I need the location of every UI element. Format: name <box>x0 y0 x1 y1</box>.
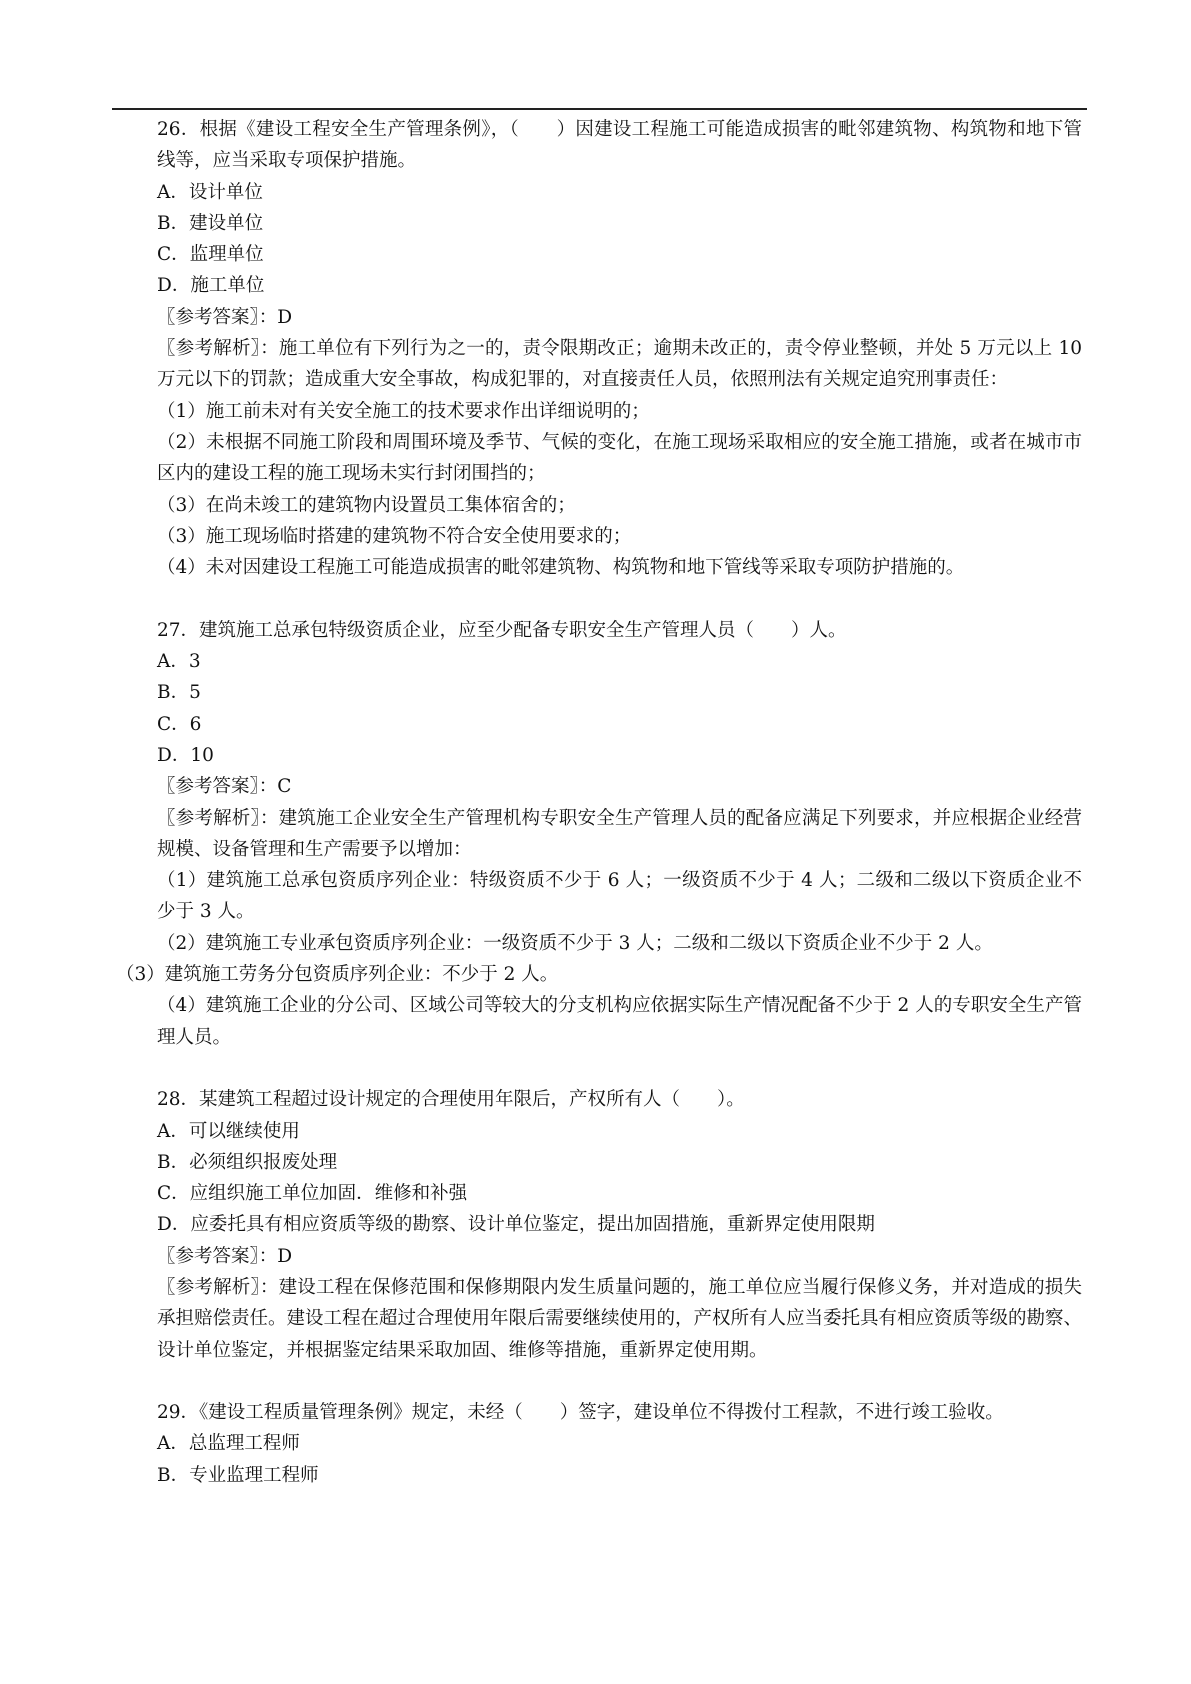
question-stem: 26．根据《建设工程安全生产管理条例》，（ ）因建设工程施工可能造成损害的毗邻建筑物、构筑物和地下管线等，应当采取专项保护措施。 <box>157 119 1082 172</box>
option-b: B．建设单位 <box>157 212 264 234</box>
option-b: B．专业监理工程师 <box>157 1464 319 1486</box>
option-a: A．3 <box>157 651 201 673</box>
question-stem: 27．建筑施工总承包特级资质企业，应至少配备专职安全生产管理人员（ ）人。 <box>157 619 847 641</box>
option-b: B．必须组织报废处理 <box>157 1151 338 1173</box>
option-a: A．可以继续使用 <box>157 1120 300 1142</box>
reference-analysis: 〖参考解析〗：施工单位有下列行为之一的，责令限期改正；逾期未改正的，责令停业整顿，并处 5 万元以上 10 万元以下的罚款；造成重大安全事故，构成犯罪的，对直接责任人员，依照刑法有关规定追究刑事责任： <box>157 338 1082 391</box>
analysis-point: （1）建筑施工总承包资质序列企业：特级资质不少于 6 人；一级资质不少于 4 人；二级和二级以下资质企业不少于 3 人。 <box>157 870 1082 923</box>
analysis-point: （3）施工现场临时搭建的建筑物不符合安全使用要求的； <box>157 525 632 547</box>
analysis-point: （3）建筑施工劳务分包资质序列企业：不少于 2 人。 <box>116 964 559 986</box>
analysis-point: （4）建筑施工企业的分公司、区域公司等较大的分支机构应依据实际生产情况配备不少于 2 人的专职安全生产管理人员。 <box>157 995 1082 1048</box>
question-29 <box>116 1397 1082 1491</box>
question-stem: 28．某建筑工程超过设计规定的合理使用年限后，产权所有人（ ）。 <box>157 1089 745 1111</box>
option-d: D．10 <box>157 744 214 766</box>
question-28 <box>116 1084 1082 1366</box>
analysis-point: （3）在尚未竣工的建筑物内设置员工集体宿舍的； <box>157 494 576 516</box>
reference-answer: 〖参考答案〗：D <box>157 306 293 328</box>
option-d: D．应委托具有相应资质等级的勘察、设计单位鉴定，提出加固措施，重新界定使用限期 <box>157 1214 875 1236</box>
option-a: A．设计单位 <box>157 181 263 203</box>
reference-analysis: 〖参考解析〗：建设工程在保修范围和保修期限内发生质量问题的，施工单位应当履行保修义务，并对造成的损失承担赔偿责任。建设工程在超过合理使用年限后需要继续使用的，产权所有人应当委托具有相应资质等级的勘察、设计单位鉴定，并根据鉴定结果采取加固、维修等措施，重新界定使用期。 <box>157 1276 1083 1361</box>
option-c: C．监理单位 <box>157 244 264 266</box>
option-d: D．施工单位 <box>157 275 265 297</box>
reference-answer: 〖参考答案〗：C <box>157 776 292 798</box>
analysis-point: （2）建筑施工专业承包资质序列企业：一级资质不少于 3 人；二级和二级以下资质企业不少于 2 人。 <box>157 932 993 954</box>
header-rule <box>112 108 1087 110</box>
analysis-point: （4）未对因建设工程施工可能造成损害的毗邻建筑物、构筑物和地下管线等采取专项防护措施的。 <box>157 557 965 579</box>
question-26 <box>116 114 1082 583</box>
option-c: C．6 <box>157 713 202 735</box>
reference-answer: 〖参考答案〗：D <box>157 1245 293 1267</box>
analysis-point: （1）施工前未对有关安全施工的技术要求作出详细说明的； <box>157 400 650 422</box>
analysis-point: （2）未根据不同施工阶段和周围环境及季节、气候的变化，在施工现场采取相应的安全施工措施，或者在城市市区内的建设工程的施工现场未实行封闭围挡的； <box>157 431 1082 485</box>
question-stem: 29．《建设工程质量管理条例》规定，未经（ ）签字，建设单位不得拨付工程款，不进行竣工验收。 <box>157 1402 1004 1424</box>
question-27 <box>116 615 1082 1053</box>
option-a: A．总监理工程师 <box>157 1433 300 1455</box>
reference-analysis: 〖参考解析〗：建筑施工企业安全生产管理机构专职安全生产管理人员的配备应满足下列要求，并应根据企业经营规模、设备管理和生产需要予以增加： <box>157 807 1082 860</box>
option-b: B．5 <box>157 682 201 704</box>
option-c: C．应组织施工单位加固．维修和补强 <box>157 1183 468 1205</box>
question-list <box>116 114 1082 1491</box>
